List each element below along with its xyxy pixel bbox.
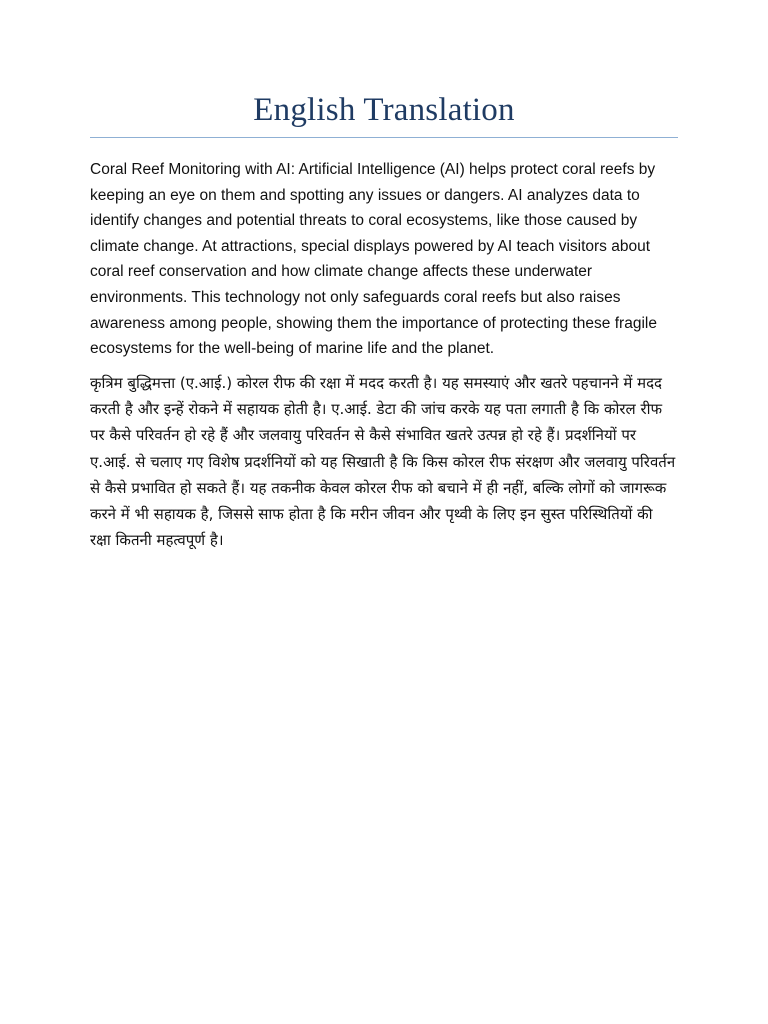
hindi-paragraph: कृत्रिम बुद्धिमत्ता (ए.आई.) कोरल रीफ की रक्षा में मदद करती है। यह समस्याएं और खतरे पहचानने में मदद करती है और इन्हें रोकने में सहायक होती है। ए.आई. डेटा की जांच करके यह पता लगाती है कि कोरल रीफ पर कैसे परिवर्तन हो रहे हैं और जलवायु परिवर्तन से कैसे संभावित खतरे उत्पन्न हो रहे हैं। प्रदर्शनियों पर ए.आई. से चलाए गए विशेष प्रदर्शनियों को यह सिखाती है कि किस कोरल रीफ संरक्षण और जलवायु परिवर्तन से कैसे प्रभावित हो सकते हैं। यह तकनीक केवल कोरल रीफ को बचाने में ही नहीं, बल्कि लोगों को जागरूक करने में भी सहायक है, जिससे साफ होता है कि मरीन जीवन और पृथ्वी के लिए इन सुस्त परिस्थितियों की रक्षा कितनी महत्वपूर्ण है। — [90, 374, 676, 550]
title-underline-divider — [90, 137, 678, 138]
english-paragraph: Coral Reef Monitoring with AI: Artificial Intelligence (AI) helps protect coral reefs by keeping an eye on them and spotting any issues or dangers. AI analyzes data to identify changes and potential threats to coral ecosystems, like those caused by climate change. At attractions, special displays powered by AI teach visitors about coral reef conservation and how climate change affects these underwater environments. This technology not only safeguards coral reefs but also raises awareness among people, showing them the importance of protecting these fragile ecosystems for the well-being of marine life and the planet. — [90, 161, 657, 358]
page-title: English Translation — [253, 92, 515, 128]
